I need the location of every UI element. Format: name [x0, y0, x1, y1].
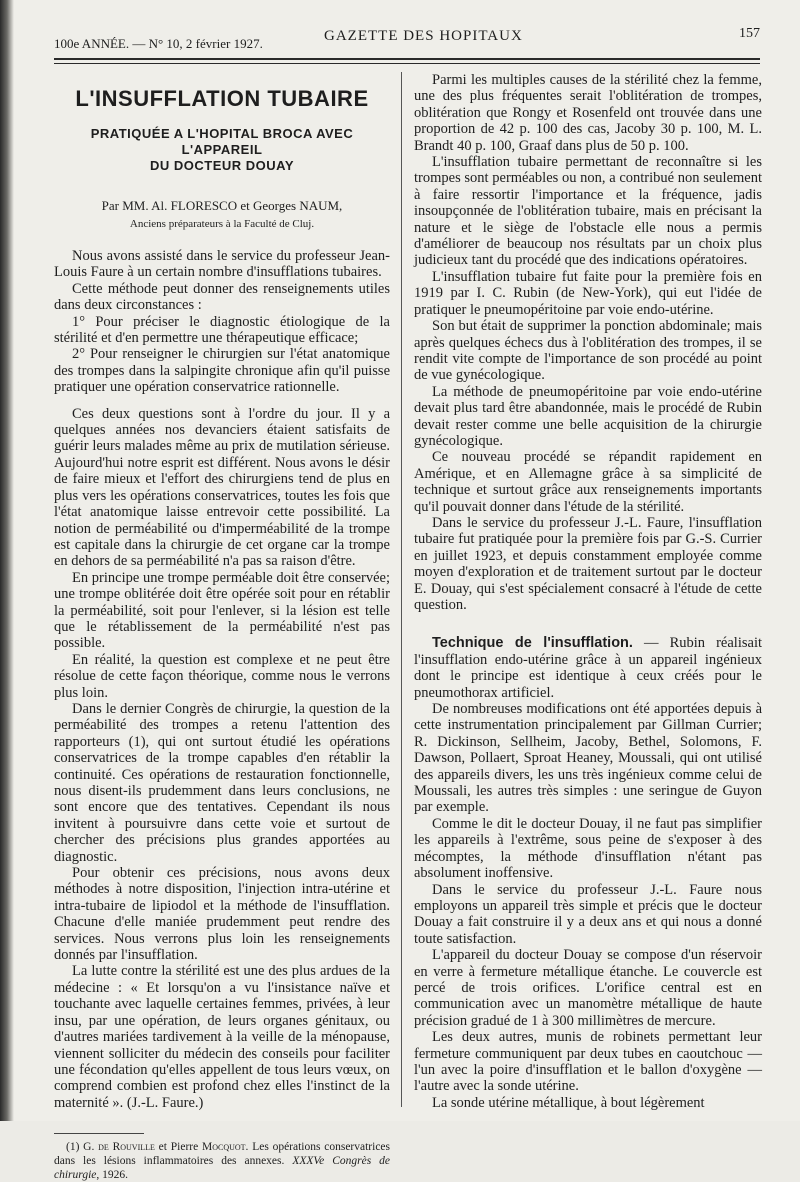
paragraph: 2° Pour renseigner le chirurgien sur l'état anatomique des trompes dans la salpingite chronique afin qu'il puisse pratiquer une opération conservatrice rationnelle.	[54, 346, 390, 396]
page-header	[54, 22, 760, 52]
paragraph: Dans le service du professeur J.-L. Faure nous employons un appareil très simple et précis que le docteur Douay a fait construire il y a deux ans et qui nous a donné toute satisfaction.	[414, 881, 762, 947]
paragraph: Cette méthode peut donner des renseignements utiles dans deux circonstances :	[54, 280, 390, 314]
paragraph: La sonde utérine métallique, à bout légèrement	[432, 1094, 705, 1111]
right-column	[414, 72, 762, 1111]
header-rule	[54, 58, 760, 64]
left-column	[54, 72, 390, 1182]
issue-info: 100e ANNÉE. — N° 10, 2 février 1927.	[54, 36, 263, 51]
footnote-prefix: (1) G.	[66, 1141, 99, 1154]
journal-title: GAZETTE DES HOPITAUX	[324, 28, 523, 44]
subtitle-line-1: PRATIQUÉE A L'HOPITAL BROCA AVEC L'APPAREIL	[90, 126, 354, 157]
article-authors: Par MM. Al. FLORESCO et Georges NAUM,	[101, 198, 343, 213]
paragraph: L'appareil du docteur Douay se compose d'un réservoir en verre à fermeture métallique étanche. Le couvercle est percé de trois orifices. L'orifice central est en communication avec un manomètre métallique de haute précision gradué de 1 à 300 millimètres de mercure.	[414, 947, 762, 1029]
left-column-body	[54, 248, 390, 1111]
section-lead: — Rubin réalisait l'insufflation endo-utérine grâce à un appareil ingénieux dont le principe est identique à ceux créés pour le pneumothorax artificiel.	[414, 635, 762, 701]
paragraph: Pour obtenir ces précisions, nous avons deux méthodes à notre disposition, l'injection intra-utérine et intra-tubaire de lipiodol et la méthode de l'insufflation. Chacune d'elle maniée prudemment peut rendre des services. Nous verrons plus loin les renseignements donnés par l'insufflation.	[54, 865, 390, 964]
right-column-body	[414, 72, 762, 1111]
paragraph: Parmi les multiples causes de la stérilité chez la femme, une des plus fréquentes serait l'oblitération de trompes, oblitération que Rongy et Rosenfeld ont trouvée dans une proportion de 42 p. 100 des cas, Jacoby 30 p. 100, M. L. Brandt 40 p. 100, Graaf dans plus de 50 p. 100.	[414, 72, 762, 154]
binding-shadow	[0, 0, 14, 1121]
footnote-author-1: de Rouville	[98, 1141, 155, 1154]
footnote	[54, 1140, 390, 1182]
paragraph: Les deux autres, munis de robinets permettant leur fermeture communiquent par deux tubes en caoutchouc — l'un avec la poire d'insufflation et le ballon d'oxygène — l'autre avec la sonde utérine.	[414, 1029, 762, 1095]
footnote-mid: et Pierre	[154, 1141, 202, 1154]
footnote-citation: XXXVe Congrès de chirurgie	[54, 1155, 390, 1182]
paragraph: Comme le dit le docteur Douay, il ne faut pas simplifier les appareils à l'extrême, sous peine de s'exposer à des mécomptes, la méthode d'insufflation n'étant pas absolument inoffensive.	[414, 815, 762, 882]
paragraph: Dans le service du professeur J.-L. Faure, l'insufflation tubaire fut pratiquée pour la première fois par G.-S. Currier en juillet 1923, et depuis constamment employée comme moyen d'exploration et de traitement surtout par le docteur E. Douay, qui s'est spécialement consacré à l'étude de cette question.	[414, 514, 762, 613]
footnote-rule	[54, 1133, 144, 1134]
paragraph: 1° Pour préciser le diagnostic étiologique de la stérilité et d'en permettre une thérapeutique efficace;	[54, 313, 390, 347]
article-subtitle	[54, 126, 390, 174]
paragraph: En principe une trompe perméable doit être conservée; une trompe oblitérée doit être opérée soit pour en rétablir la perméabilité, soit pour l'enlever, si la lésion est telle que le rétablissement de la perméabilité n'est pas possible.	[54, 569, 390, 652]
footnote-author-2: Mocquot	[201, 1141, 246, 1154]
section-heading: Technique de l'insufflation.	[432, 635, 633, 652]
author-affiliation: Anciens préparateurs à la Faculté de Cluj.	[129, 218, 315, 230]
footnote-end: , 1926.	[96, 1169, 128, 1182]
paragraph: Ces deux questions sont à l'ordre du jour. Il y a quelques années nos devanciers étaient satisfaits de guérir leurs malades même au prix de mutilation sérieuse. Aujourd'hui notre esprit est différent. Nous avons le désir de faire mieux et l'effort des chirurgiens tend de plus en plus vers les opérations conservatrices, toutes les fois que l'état anatomique laisse entrevoir cette possibilité. La notion de perméabilité ou d'imperméabilité de la trompe est capitale dans la chirurgie de cet organe car la trompe en dehors de sa perméabilité n'a pas sa raison d'être.	[54, 405, 390, 570]
page-number: 157	[739, 26, 760, 41]
paragraph: Dans le dernier Congrès de chirurgie, la question de la perméabilité des trompes a retenu l'attention des rapporteurs (1), qui ont surtout étudié les opérations conservatrices de la trompe capables d'en rétablir la continuité. Ces opérations de restauration fonctionnelle, nous disent-ils prudemment dans leurs conclusions, ne sont encore que des tentatives. Cependant ils nous invitent à poursuivre dans cette voie et surtout de chercher des précisions plus grandes apportées au diagnostic.	[54, 700, 390, 865]
paragraph: L'insufflation tubaire fut faite pour la première fois en 1919 par I. C. Rubin (de New-York), qui eut l'idée de pratiquer le pneumopéritoine par voie endo-utérine.	[414, 268, 762, 318]
column-separator	[401, 72, 402, 1107]
paragraph: La méthode de pneumopéritoine par voie endo-utérine devait plus tard être abandonnée, mais le procédé de Rubin devait rester comme une belle acquisition de la chirurgie gynécologique.	[414, 383, 762, 449]
paragraph: Ce nouveau procédé se répandit rapidement en Amérique, et en Allemagne grâce à sa simplicité de technique et surtout grâce aux renseignements importants qu'il pouvait donner dans l'étude de la stérilité.	[414, 449, 762, 515]
footnote-text: . Les opérations conservatrices dans les lésions inflammatoires des annexes.	[54, 1141, 391, 1168]
subtitle-line-2: DU DOCTEUR DOUAY	[149, 158, 295, 173]
paragraph: Son but était de supprimer la ponction abdominale; mais après quelques échecs dus à l'oblitération des trompes, il se rendit vite compte de l'importance de son procédé au point de vue gynécologique.	[414, 318, 762, 384]
section-paragraph	[414, 635, 762, 701]
paragraph: En réalité, la question est complexe et ne peut être résolue de cette façon théorique, comme nous le verrons plus loin.	[54, 651, 390, 701]
paragraph: De nombreuses modifications ont été apportées depuis à cette instrumentation principalement par Gillman Currier; R. Dickinson, Sellheim, Jacoby, Bethel, Solomons, F. Dawson, Pollaert, Sproat Heaney, Moussali, qui ont utilisé des appareils divers, les uns très ingénieux comme celui de Moussali, les autres très simples : une seringue de Guyon par exemple.	[414, 701, 762, 816]
article-title: L'INSUFFLATION TUBAIRE	[75, 86, 369, 111]
paragraph: La lutte contre la stérilité est une des plus ardues de la médecine : « Et lorsqu'on a vu l'insistance naïve et touchante avec laquelle certaines femmes, privées, à leur insu, par une opération, de leurs organes génitaux, ou d'autres mariées tardivement à la veille de la ménopause, viennent solliciter du médecin des conseils pour faciliter une fécondation qu'elles appellent de tous leurs vœux, on comprend combien est profond chez elles l'instinct de la maternité ». (J.-L. Faure.)	[54, 963, 390, 1111]
paragraph: L'insufflation tubaire permettant de reconnaître si les trompes sont perméables ou non, a contribué non seulement à faire ressortir l'importance et la fréquence, jadis insoupçonnée de l'oblitération tubaire, mais en précisant la nature et le siège de l'obstacle elle nous a permis d'améliorer de beaucoup nos résultats par un choix plus judicieux tant du procédé que des indications opératoires.	[414, 154, 762, 269]
paragraph: Nous avons assisté dans le service du professeur Jean-Louis Faure à un certain nombre d'insufflations tubaires.	[54, 248, 390, 281]
